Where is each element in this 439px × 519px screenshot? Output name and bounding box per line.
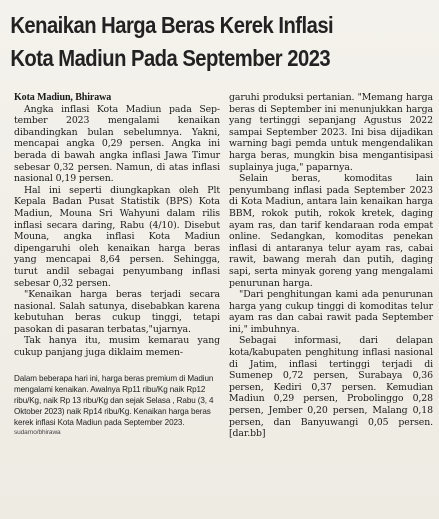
paragraph: "Kenaikan harga beras terjadi secara nasional. Salah satunya, disebabkan karena kebutuhan beras cukup tinggi, tetapi pasokan di pasaran terbatas,"ujarnya. xyxy=(14,289,220,335)
paragraph: "Dari penghitungan kami ada penurunan harga yang cukup tinggi di komoditas telur ayam ras dan cabai rawit pada September ini," imbuhnya. xyxy=(229,289,433,335)
paragraph: garuhi produksi pertanian. "Memang harga beras di September ini menunjukkan harga yang tertinggi sepanjang Agustus 2022 sampai September 2023. Ini bisa dijadikan warning bagi pemda untuk mengendalikan harga beras, mungkin bisa mengantisipasi suplainya juga," paparnya. xyxy=(229,92,433,173)
paragraph: Tak hanya itu, musim kemarau yang cukup panjang juga diklaim memen- xyxy=(14,335,220,359)
headline-line-2: Kota Madiun Pada September 2023 xyxy=(10,45,331,71)
photo-caption xyxy=(0,369,226,437)
paragraph: Hal ini seperti diungkapkan oleh Plt Kepala Badan Pusat Statistik (BPS) Kota Madiun, Mouna Sri Wahyuni dalam rilis inflasi secara daring, Rabu (4/10). Disebut Mouna, angka inflasi Kota Madiun dipengaruhi oleh kenaikan harga beras yang mencapai 8,64 persen. Sehingga, turut andil sebagai penyumbang inflasi sebesar 0,32 persen. xyxy=(14,184,220,289)
headline-line-1: Kenaikan Harga Beras Kerek Inflasi xyxy=(10,12,334,38)
article-body xyxy=(14,92,433,519)
caption-credit: sudarno/bhirawa xyxy=(14,428,61,436)
paragraph: Sebagai informasi, dari delapan kota/kabupaten penghitung inflasi nasional di Jatim, inflasi tertinggi terjadi di Sumenep 0,72 persen, Surabaya 0,36 persen, Kediri 0,37 persen. Kemudian Madiun 0,29 persen, Probolinggo 0,28 persen, Jember 0,20 persen, Malang 0,18 persen, dan Banyuwangi 0,05 persen. [dar.bb] xyxy=(229,335,433,440)
paragraph: Selain beras, komoditas lain penyumbang inflasi pada September 2023 di Kota Madiun, antara lain kenaikan harga BBM, rokok putih, rokok kretek, daging ayam ras, dan tarif kendaraan roda empat online. Sedangkan, komoditas penekan inflasi di antaranya telur ayam ras, cabai rawit, bawang merah dan putih, daging sapi, serta minyak goreng yang mengalami penurunan harga. xyxy=(229,173,433,289)
headline xyxy=(0,0,439,75)
article-column-2 xyxy=(229,92,433,519)
paragraph: Angka inflasi Kota Madiun pada Sep- tember 2023 mengalami kenaikan dibandingkan bulan sebelumnya. Yakni, mencapai angka 0,29 persen. Angka ini berada di bawah angka inflasi Jawa Timur sebesar 0,32 persen. Namun, di atas inflasi nasional 0,19 persen. xyxy=(14,103,220,185)
caption-text: Dalam beberapa hari ini, harga beras premium di Madiun mengalami kenaikan. Awalnya Rp11 ribu/Kg naik Rp12 ribu/Kg, naik Rp 13 ribu/Kg dan sejak Selasa , Rabu (3, 4 Oktober 2023) naik Rp14 ribu/Kg. Kenaikan harga beras kerek inflasi Kota Madiun pada September 2023. xyxy=(14,373,214,428)
article-column-1 xyxy=(14,92,220,519)
dateline: Kota Madiun, Bhirawa xyxy=(14,92,112,103)
